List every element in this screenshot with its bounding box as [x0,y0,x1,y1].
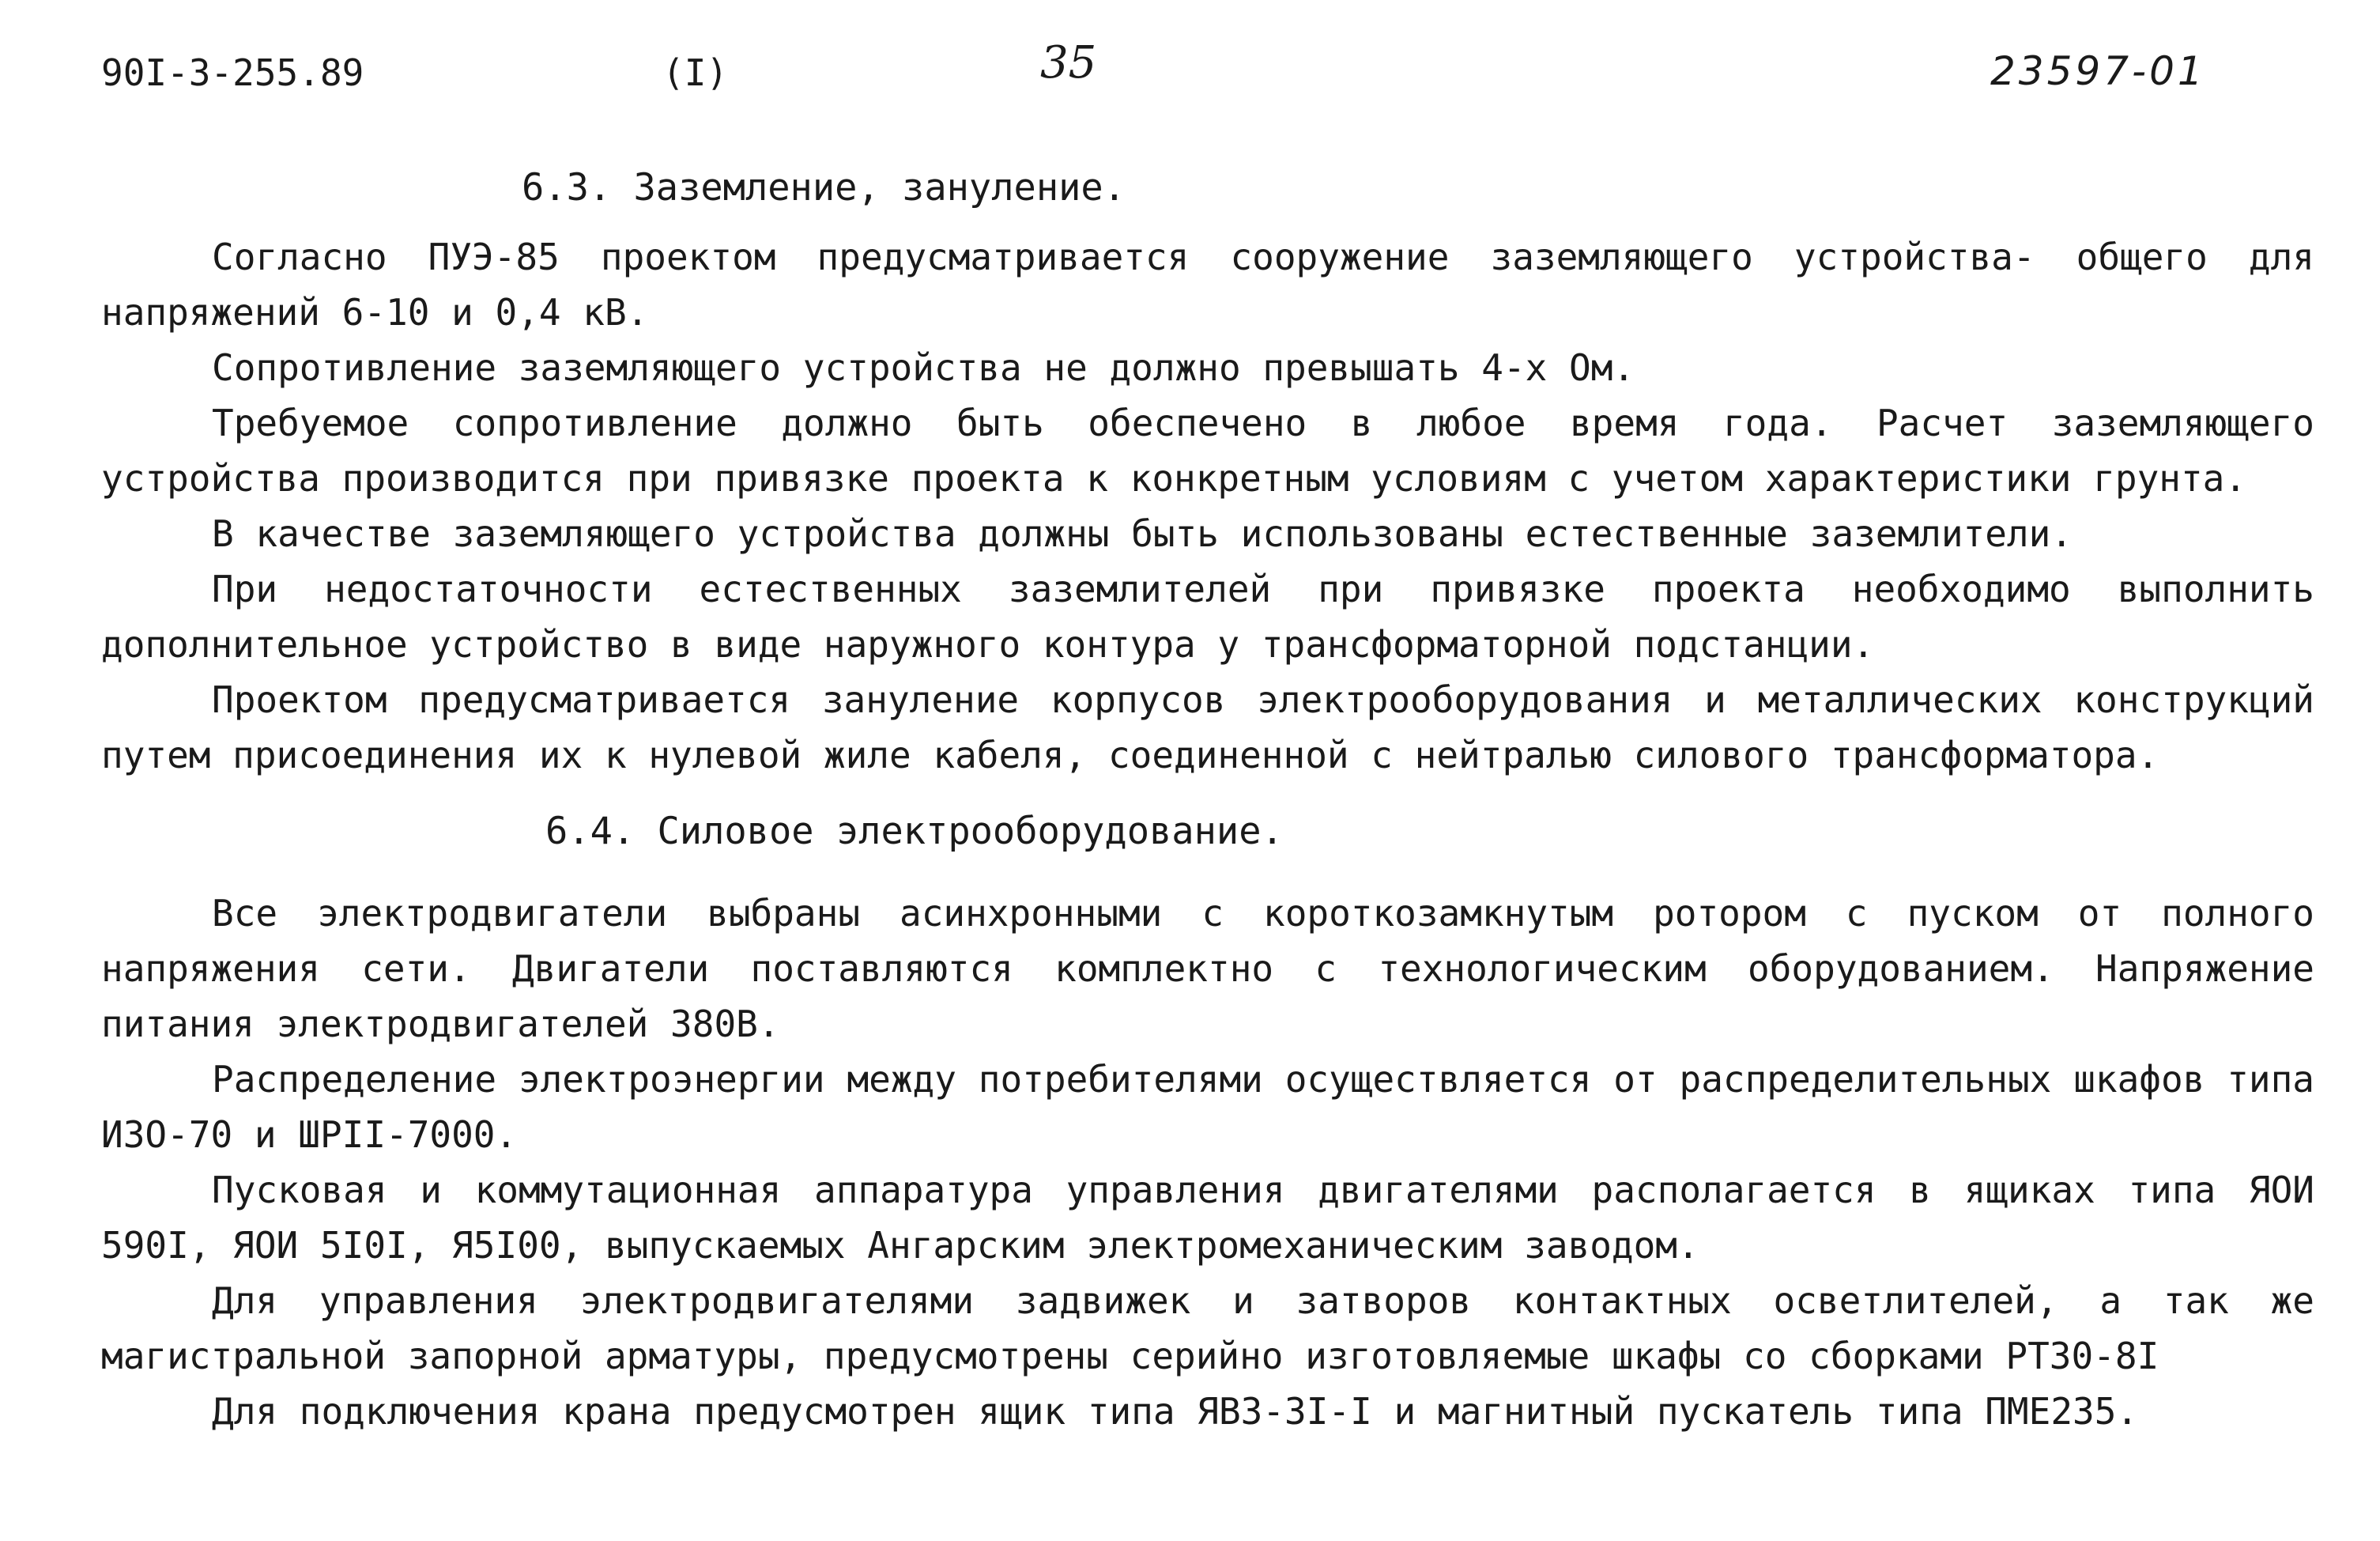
paragraph: Требуемое сопротивление должно быть обеспечено в любое время года. Расчет заземляющего устройства производится при привязке проекта к конкретным условиям с учетом характеристики грунта. [101,402,2314,500]
section-6-3-body [101,229,2314,783]
paragraph: В качестве заземляющего устройства должны быть использованы естественные заземлители. [212,512,2073,555]
inventory-number: 23597-01 [1990,48,2206,94]
paragraph: Распределение электроэнергии между потребителями осуществляется от распределительных шкафов типа ИЗО-70 и ШРII-7000. [101,1058,2314,1156]
sheet-mark: (I) [662,51,729,94]
paragraph: Проектом предусматривается зануление корпусов электрооборудования и металлических конструкций путем присоединения их к нулевой жиле кабеля, соединенной с нейтралью силового трансформатора. [101,678,2314,776]
section-6-4-title: 6.4. Силовое электрооборудование. [545,810,1284,853]
page-number: 35 [1040,37,1097,89]
paragraph: Согласно ПУЭ-85 проектом предусматривается сооружение заземляющего устройства- общего для напряжений 6-10 и 0,4 кВ. [101,236,2314,334]
document-code: 90I-3-255.89 [101,51,364,94]
paragraph: Для подключения крана предусмотрен ящик типа ЯВЗ-3I-I и магнитный пускатель типа ПМЕ235. [212,1390,2139,1433]
section-6-3-title: 6.3. Заземление, зануление. [522,166,1126,210]
paragraph: Для управления электродвигателями задвижек и затворов контактных осветлителей, а так же магистральной запорной арматуры, предусмотрены серийно изготовляемые шкафы со сборками РТ30-8I [101,1279,2314,1377]
paragraph: Все электродвигатели выбраны асинхронными с короткозамкнутым ротором с пуском от полного напряжения сети. Двигатели поставляются комплектно с технологическим оборудованием. Напряжение питания электродвигателей 380В. [101,892,2314,1045]
paragraph: При недостаточности естественных заземлителей при привязке проекта необходимо выполнить дополнительное устройство в виде наружного контура у трансформаторной подстанции. [101,568,2314,666]
paragraph: Сопротивление заземляющего устройства не должно превышать 4-х Ом. [212,346,1635,389]
paragraph: Пусковая и коммутационная аппаратура управления двигателями располагается в ящиках типа ЯОИ 590I, ЯОИ 5I0I, Я5I00, выпускаемых Ангарским электромеханическим заводом. [101,1169,2314,1267]
section-6-4-body [101,886,2314,1439]
